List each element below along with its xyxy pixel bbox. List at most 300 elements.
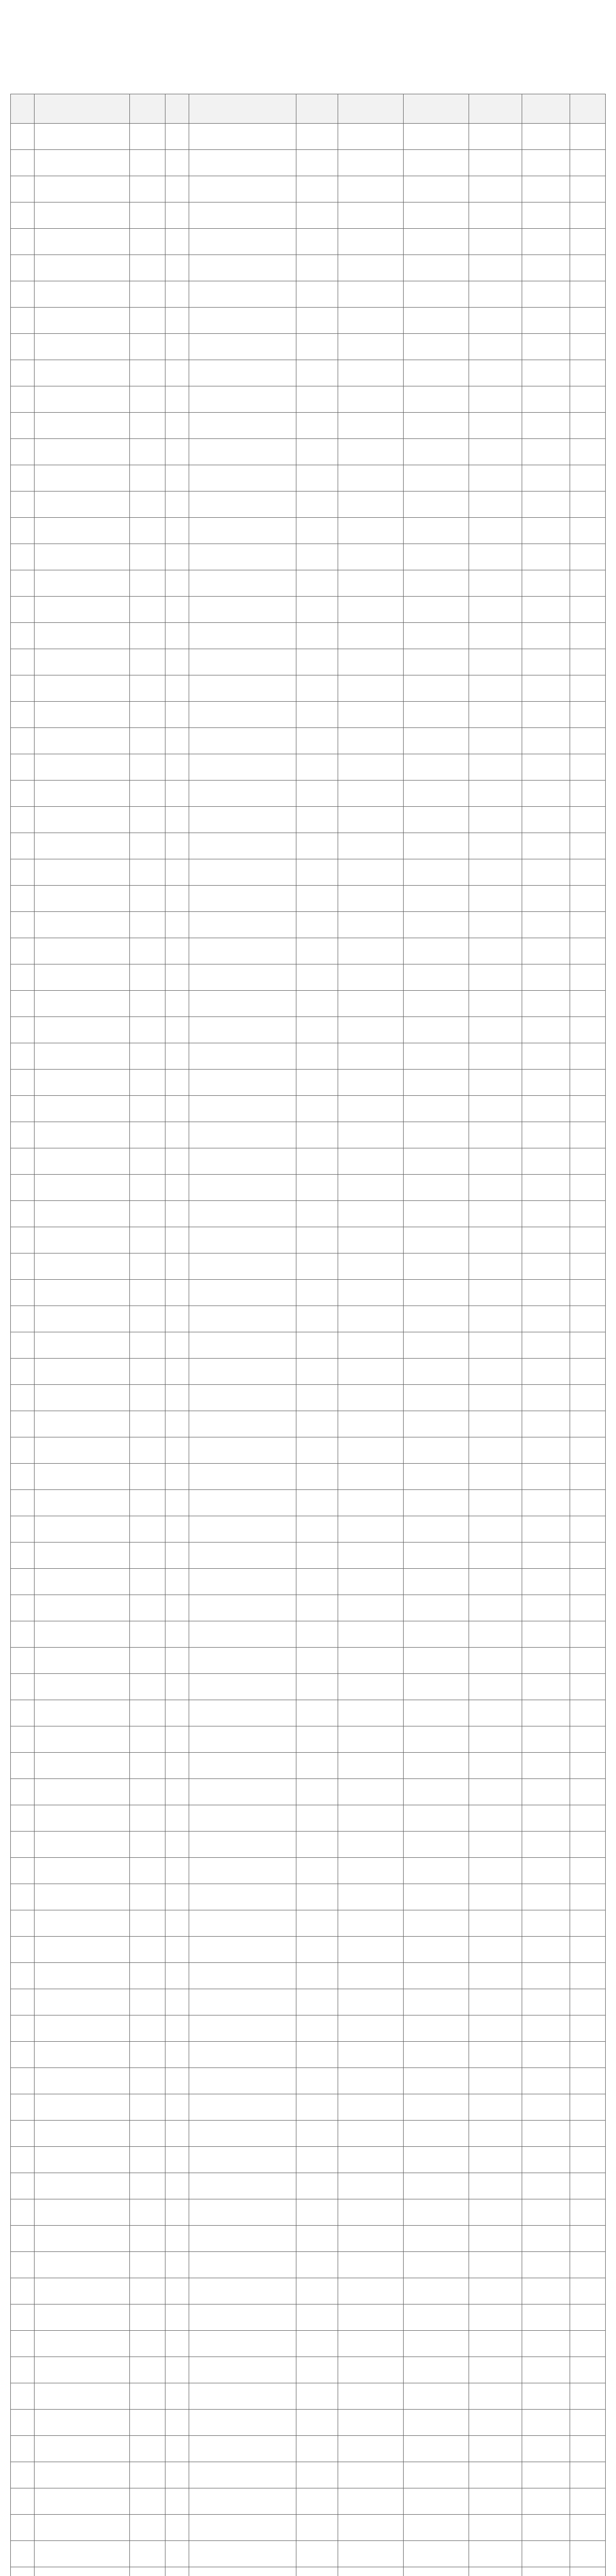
table-row bbox=[11, 386, 606, 413]
table-cell bbox=[296, 492, 338, 518]
table-cell bbox=[296, 1385, 338, 1411]
table-row bbox=[11, 1648, 606, 1674]
table-row bbox=[11, 2121, 606, 2147]
table-cell bbox=[338, 281, 403, 308]
table-cell bbox=[296, 1411, 338, 1437]
table-cell bbox=[165, 229, 189, 255]
table-cell bbox=[11, 1805, 35, 1832]
table-cell bbox=[338, 1910, 403, 1937]
table-cell bbox=[296, 1332, 338, 1359]
table-cell bbox=[296, 1227, 338, 1253]
table-cell bbox=[11, 1516, 35, 1543]
table-cell bbox=[522, 833, 570, 859]
table-cell bbox=[165, 1043, 189, 1070]
table-cell bbox=[522, 202, 570, 229]
table-cell bbox=[522, 2357, 570, 2383]
table-cell bbox=[403, 2410, 469, 2436]
table-cell bbox=[165, 2515, 189, 2541]
table-cell bbox=[129, 1043, 165, 1070]
table-cell bbox=[129, 886, 165, 912]
table-cell bbox=[165, 1306, 189, 1332]
table-cell bbox=[296, 202, 338, 229]
table-cell bbox=[129, 964, 165, 991]
table-row bbox=[11, 1884, 606, 1910]
table-cell bbox=[570, 623, 605, 649]
table-cell bbox=[570, 1937, 605, 1963]
table-cell bbox=[35, 2094, 130, 2121]
table-cell bbox=[403, 1910, 469, 1937]
table-cell bbox=[129, 728, 165, 754]
table-cell bbox=[570, 1201, 605, 1227]
table-cell bbox=[11, 1832, 35, 1858]
table-cell bbox=[296, 1753, 338, 1779]
table-cell bbox=[35, 570, 130, 597]
table-cell bbox=[469, 1595, 522, 1621]
table-cell bbox=[570, 1858, 605, 1884]
table-cell bbox=[129, 1648, 165, 1674]
table-cell bbox=[129, 1359, 165, 1385]
table-cell bbox=[35, 859, 130, 886]
table-cell bbox=[522, 964, 570, 991]
table-cell bbox=[11, 623, 35, 649]
table-row bbox=[11, 1253, 606, 1280]
table-row bbox=[11, 229, 606, 255]
table-cell bbox=[338, 2331, 403, 2357]
table-cell bbox=[189, 964, 296, 991]
table-cell bbox=[129, 386, 165, 413]
table-row bbox=[11, 2304, 606, 2331]
table-cell bbox=[338, 1306, 403, 1332]
table-cell bbox=[403, 518, 469, 544]
table-cell bbox=[338, 1884, 403, 1910]
table-cell bbox=[189, 1332, 296, 1359]
table-cell bbox=[469, 2252, 522, 2278]
table-cell bbox=[129, 1148, 165, 1175]
table-cell bbox=[469, 1569, 522, 1595]
table-cell bbox=[338, 728, 403, 754]
table-cell bbox=[522, 1910, 570, 1937]
table-cell bbox=[165, 1858, 189, 1884]
table-cell bbox=[296, 386, 338, 413]
table-cell bbox=[338, 2541, 403, 2567]
table-cell bbox=[522, 1464, 570, 1490]
table-row bbox=[11, 1753, 606, 1779]
table-cell bbox=[296, 1359, 338, 1385]
table-cell bbox=[522, 2488, 570, 2515]
table-cell bbox=[11, 1096, 35, 1122]
table-cell bbox=[522, 1779, 570, 1805]
table-cell bbox=[338, 334, 403, 360]
table-cell bbox=[570, 439, 605, 465]
table-cell bbox=[522, 2304, 570, 2331]
table-cell bbox=[403, 728, 469, 754]
table-cell bbox=[129, 2173, 165, 2199]
table-cell bbox=[522, 1175, 570, 1201]
table-cell bbox=[403, 1043, 469, 1070]
table-cell bbox=[35, 360, 130, 386]
table-cell bbox=[189, 1175, 296, 1201]
table-cell bbox=[522, 2567, 570, 2576]
table-cell bbox=[189, 281, 296, 308]
table-cell bbox=[570, 1043, 605, 1070]
table-row bbox=[11, 413, 606, 439]
table-cell bbox=[403, 1621, 469, 1648]
table-cell bbox=[11, 1884, 35, 1910]
table-cell bbox=[469, 807, 522, 833]
table-cell bbox=[35, 334, 130, 360]
table-cell bbox=[35, 2278, 130, 2304]
table-cell bbox=[522, 912, 570, 938]
table-cell bbox=[403, 308, 469, 334]
table-cell bbox=[35, 1385, 130, 1411]
table-cell bbox=[129, 675, 165, 702]
table-cell bbox=[338, 1858, 403, 1884]
table-cell bbox=[403, 176, 469, 202]
table-cell bbox=[570, 229, 605, 255]
table-cell bbox=[189, 991, 296, 1017]
table-cell bbox=[570, 2121, 605, 2147]
table-cell bbox=[469, 2383, 522, 2410]
table-cell bbox=[403, 649, 469, 675]
table-cell bbox=[469, 1858, 522, 1884]
table-cell bbox=[189, 334, 296, 360]
table-cell bbox=[522, 1648, 570, 1674]
table-cell bbox=[469, 833, 522, 859]
table-row bbox=[11, 2567, 606, 2576]
table-cell bbox=[338, 1490, 403, 1516]
table-cell bbox=[11, 1674, 35, 1700]
table-cell bbox=[165, 2331, 189, 2357]
table-cell bbox=[11, 281, 35, 308]
table-cell bbox=[570, 570, 605, 597]
table-cell bbox=[522, 1359, 570, 1385]
table-cell bbox=[522, 2121, 570, 2147]
table-cell bbox=[165, 1437, 189, 1464]
table-cell bbox=[338, 2015, 403, 2042]
table-cell bbox=[296, 2147, 338, 2173]
table-cell bbox=[469, 1201, 522, 1227]
table-cell bbox=[11, 1017, 35, 1043]
table-cell bbox=[403, 2094, 469, 2121]
table-row bbox=[11, 2252, 606, 2278]
table-cell bbox=[129, 1227, 165, 1253]
table-cell bbox=[165, 623, 189, 649]
table-cell bbox=[522, 649, 570, 675]
table-cell bbox=[11, 2304, 35, 2331]
table-cell bbox=[11, 1148, 35, 1175]
table-cell bbox=[522, 2515, 570, 2541]
table-cell bbox=[469, 1148, 522, 1175]
table-cell bbox=[129, 649, 165, 675]
table-cell bbox=[296, 1910, 338, 1937]
table-cell bbox=[11, 1700, 35, 1726]
table-cell bbox=[35, 675, 130, 702]
table-cell bbox=[165, 1359, 189, 1385]
table-cell bbox=[296, 938, 338, 964]
column-header bbox=[35, 94, 130, 124]
table-cell bbox=[522, 1726, 570, 1753]
table-cell bbox=[165, 1884, 189, 1910]
table-cell bbox=[522, 1043, 570, 1070]
table-cell bbox=[338, 1832, 403, 1858]
table-cell bbox=[129, 255, 165, 281]
table-cell bbox=[570, 1569, 605, 1595]
table-cell bbox=[189, 1937, 296, 1963]
table-cell bbox=[570, 1595, 605, 1621]
document-title bbox=[10, 13, 606, 44]
table-row bbox=[11, 1910, 606, 1937]
table-cell bbox=[570, 2567, 605, 2576]
table-cell bbox=[403, 360, 469, 386]
table-cell bbox=[189, 2488, 296, 2515]
table-cell bbox=[11, 781, 35, 807]
table-cell bbox=[189, 386, 296, 413]
table-cell bbox=[189, 1148, 296, 1175]
table-cell bbox=[11, 2226, 35, 2252]
table-cell bbox=[189, 2541, 296, 2567]
table-cell bbox=[35, 1148, 130, 1175]
table-cell bbox=[338, 886, 403, 912]
table-cell bbox=[403, 1227, 469, 1253]
table-cell bbox=[35, 308, 130, 334]
table-cell bbox=[403, 2383, 469, 2410]
table-cell bbox=[403, 1201, 469, 1227]
table-cell bbox=[522, 1937, 570, 1963]
table-cell bbox=[469, 675, 522, 702]
table-cell bbox=[403, 2226, 469, 2252]
table-cell bbox=[165, 807, 189, 833]
table-cell bbox=[522, 2068, 570, 2094]
table-cell bbox=[403, 2147, 469, 2173]
table-row bbox=[11, 2357, 606, 2383]
table-cell bbox=[129, 492, 165, 518]
table-cell bbox=[522, 1963, 570, 1989]
table-cell bbox=[296, 2567, 338, 2576]
table-cell bbox=[338, 1595, 403, 1621]
table-cell bbox=[570, 544, 605, 570]
table-cell bbox=[189, 1070, 296, 1096]
table-cell bbox=[129, 2304, 165, 2331]
table-cell bbox=[469, 1070, 522, 1096]
table-row bbox=[11, 1437, 606, 1464]
table-cell bbox=[403, 1569, 469, 1595]
table-cell bbox=[189, 1227, 296, 1253]
table-cell bbox=[296, 1937, 338, 1963]
table-cell bbox=[11, 675, 35, 702]
table-cell bbox=[165, 2304, 189, 2331]
table-cell bbox=[469, 386, 522, 413]
table-cell bbox=[35, 1122, 130, 1148]
table-cell bbox=[570, 202, 605, 229]
table-cell bbox=[35, 1280, 130, 1306]
table-cell bbox=[35, 781, 130, 807]
table-cell bbox=[11, 1937, 35, 1963]
table-cell bbox=[469, 964, 522, 991]
table-cell bbox=[296, 1805, 338, 1832]
table-cell bbox=[570, 2278, 605, 2304]
table-cell bbox=[338, 964, 403, 991]
table-row bbox=[11, 1017, 606, 1043]
table-cell bbox=[11, 465, 35, 492]
column-header bbox=[403, 94, 469, 124]
table-cell bbox=[570, 2094, 605, 2121]
table-cell bbox=[129, 1805, 165, 1832]
table-cell bbox=[522, 1569, 570, 1595]
table-cell bbox=[469, 754, 522, 781]
table-row bbox=[11, 912, 606, 938]
table-cell bbox=[189, 1726, 296, 1753]
table-cell bbox=[570, 912, 605, 938]
table-row bbox=[11, 1989, 606, 2015]
table-cell bbox=[570, 2068, 605, 2094]
table-cell bbox=[189, 1516, 296, 1543]
table-cell bbox=[129, 2042, 165, 2068]
table-row bbox=[11, 1937, 606, 1963]
table-cell bbox=[11, 2173, 35, 2199]
table-cell bbox=[35, 1306, 130, 1332]
table-cell bbox=[296, 2068, 338, 2094]
table-cell bbox=[35, 1963, 130, 1989]
table-cell bbox=[570, 1464, 605, 1490]
table-cell bbox=[403, 202, 469, 229]
table-row bbox=[11, 2015, 606, 2042]
table-cell bbox=[129, 597, 165, 623]
table-cell bbox=[338, 2383, 403, 2410]
table-cell bbox=[189, 544, 296, 570]
table-cell bbox=[522, 2199, 570, 2226]
table-cell bbox=[129, 623, 165, 649]
table-cell bbox=[296, 964, 338, 991]
table-cell bbox=[11, 2252, 35, 2278]
table-cell bbox=[129, 1963, 165, 1989]
table-cell bbox=[189, 1595, 296, 1621]
table-cell bbox=[403, 2462, 469, 2488]
table-cell bbox=[296, 1437, 338, 1464]
table-cell bbox=[570, 1148, 605, 1175]
table-cell bbox=[403, 702, 469, 728]
table-cell bbox=[296, 2278, 338, 2304]
table-cell bbox=[129, 2226, 165, 2252]
table-cell bbox=[338, 1227, 403, 1253]
table-cell bbox=[35, 2331, 130, 2357]
table-cell bbox=[129, 1753, 165, 1779]
table-cell bbox=[189, 781, 296, 807]
table-cell bbox=[570, 2173, 605, 2199]
table-cell bbox=[165, 728, 189, 754]
table-cell bbox=[469, 2331, 522, 2357]
table-cell bbox=[338, 2147, 403, 2173]
table-header-row bbox=[11, 94, 606, 124]
table-cell bbox=[129, 2515, 165, 2541]
table-cell bbox=[35, 202, 130, 229]
table-cell bbox=[403, 2436, 469, 2462]
table-cell bbox=[296, 2462, 338, 2488]
table-cell bbox=[129, 176, 165, 202]
table-cell bbox=[165, 1122, 189, 1148]
table-row bbox=[11, 1674, 606, 1700]
table-cell bbox=[296, 570, 338, 597]
column-header bbox=[189, 94, 296, 124]
table-cell bbox=[403, 1148, 469, 1175]
table-cell bbox=[189, 2042, 296, 2068]
table-cell bbox=[296, 439, 338, 465]
table-cell bbox=[35, 2410, 130, 2436]
table-cell bbox=[522, 439, 570, 465]
table-cell bbox=[403, 859, 469, 886]
table-cell bbox=[189, 1989, 296, 2015]
table-cell bbox=[35, 2199, 130, 2226]
table-row bbox=[11, 728, 606, 754]
table-row bbox=[11, 2515, 606, 2541]
table-cell bbox=[129, 1700, 165, 1726]
table-cell bbox=[522, 2252, 570, 2278]
table-cell bbox=[35, 150, 130, 176]
table-cell bbox=[522, 991, 570, 1017]
table-cell bbox=[129, 1726, 165, 1753]
table-cell bbox=[403, 150, 469, 176]
table-cell bbox=[35, 281, 130, 308]
column-header bbox=[338, 94, 403, 124]
table-cell bbox=[403, 255, 469, 281]
table-cell bbox=[570, 2410, 605, 2436]
table-cell bbox=[165, 1989, 189, 2015]
table-cell bbox=[189, 1437, 296, 1464]
table-cell bbox=[338, 1122, 403, 1148]
table-cell bbox=[469, 1490, 522, 1516]
table-cell bbox=[189, 1805, 296, 1832]
table-cell bbox=[338, 2515, 403, 2541]
table-cell bbox=[570, 308, 605, 334]
table-cell bbox=[403, 833, 469, 859]
table-row bbox=[11, 1726, 606, 1753]
table-cell bbox=[129, 2462, 165, 2488]
table-cell bbox=[165, 2094, 189, 2121]
table-cell bbox=[338, 1621, 403, 1648]
table-row bbox=[11, 1700, 606, 1726]
table-cell bbox=[469, 1779, 522, 1805]
table-cell bbox=[570, 1700, 605, 1726]
table-cell bbox=[35, 124, 130, 150]
table-cell bbox=[570, 1306, 605, 1332]
table-cell bbox=[11, 413, 35, 439]
table-cell bbox=[296, 1595, 338, 1621]
table-cell bbox=[35, 1700, 130, 1726]
table-cell bbox=[296, 1700, 338, 1726]
table-cell bbox=[129, 754, 165, 781]
table-cell bbox=[189, 1858, 296, 1884]
table-cell bbox=[469, 1306, 522, 1332]
table-cell bbox=[469, 2173, 522, 2199]
table-cell bbox=[469, 1122, 522, 1148]
table-cell bbox=[403, 1359, 469, 1385]
table-row bbox=[11, 2462, 606, 2488]
table-cell bbox=[189, 1910, 296, 1937]
table-cell bbox=[338, 544, 403, 570]
table-cell bbox=[165, 518, 189, 544]
table-cell bbox=[165, 360, 189, 386]
table-cell bbox=[129, 308, 165, 334]
table-cell bbox=[338, 833, 403, 859]
table-cell bbox=[129, 2541, 165, 2567]
table-cell bbox=[570, 1989, 605, 2015]
table-cell bbox=[296, 1306, 338, 1332]
table-cell bbox=[469, 1411, 522, 1437]
table-row bbox=[11, 1306, 606, 1332]
table-cell bbox=[570, 1359, 605, 1385]
table-cell bbox=[338, 807, 403, 833]
table-cell bbox=[570, 1884, 605, 1910]
table-cell bbox=[296, 1674, 338, 1700]
